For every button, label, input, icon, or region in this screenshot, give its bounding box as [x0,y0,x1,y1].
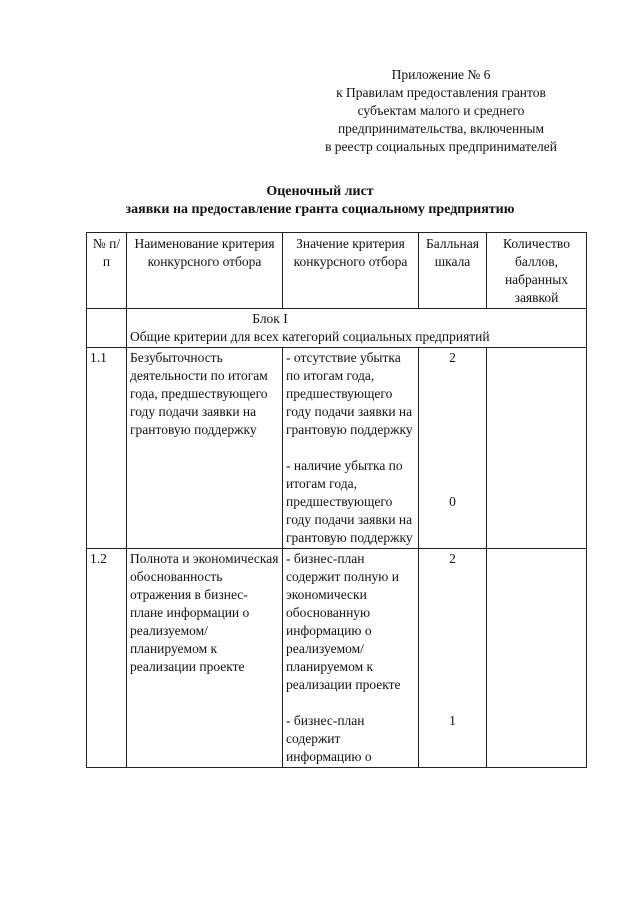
row-criterion-values [283,549,419,768]
appendix-line: предпринимательства, включенным [337,121,545,136]
criterion-value: - бизнес-план содержит полную и экономически обоснованную информацию о реализуемом/ планируемом к реализации проекте [286,551,401,692]
row-num: 1.1 [87,348,127,549]
document-title [0,183,640,219]
score-value: 2 [449,350,456,365]
block-cell [127,309,587,348]
document-title-line2: заявки на предоставление гранта социальному предприятию [125,202,515,217]
row-count-cell [487,549,587,768]
block-title: Блок I [252,311,288,326]
appendix-line: субъектам малого и среднего [357,103,525,118]
block-subtitle: Общие критерии для всех категорий социальных предприятий [130,329,490,344]
row-num: 1.2 [87,549,127,768]
table-row [87,549,587,768]
row-count-cell [487,348,587,549]
appendix-line: Приложение № 6 [391,67,491,82]
block-row [87,309,587,348]
score-value: 0 [449,494,456,509]
header-count: Количество баллов, набранных заявкой [487,233,587,309]
criterion-value: - бизнес-план содержит информацию о [286,713,372,764]
document-title-line1: Оценочный лист [266,184,374,199]
table-row [87,348,587,549]
row-criterion-name: Безубыточность деятельности по итогам года, предшествующего году подачи заявки на грантовую поддержку [127,348,283,549]
header-num: № п/п [87,233,127,309]
header-score: Балльная шкала [419,233,487,309]
table-header-row [87,233,587,309]
evaluation-table [86,232,587,768]
row-score [419,348,487,549]
appendix-header [300,66,582,156]
row-criterion-name: Полнота и экономическая обоснованность отражения в бизнес-плане информации о реализуемом/ планируемом к реализации проекте [127,549,283,768]
header-value: Значение критерия конкурсного отбора [283,233,419,309]
row-criterion-values [283,348,419,549]
value-spacer [286,694,415,712]
value-spacer [286,439,415,457]
criterion-value: - наличие убытка по итогам года, предшествующего году подачи заявки на грантовую поддержку [286,458,413,545]
appendix-line: к Правилам предоставления грантов [336,85,546,100]
appendix-line: в реестр социальных предпринимателей [325,139,557,154]
score-value: 1 [449,713,456,728]
row-score [419,549,487,768]
score-value: 2 [449,551,456,566]
criterion-value: - отсутствие убытка по итогам года, предшествующего году подачи заявки на грантовую поддержку [286,350,413,437]
header-name: Наименование критерия конкурсного отбора [127,233,283,309]
